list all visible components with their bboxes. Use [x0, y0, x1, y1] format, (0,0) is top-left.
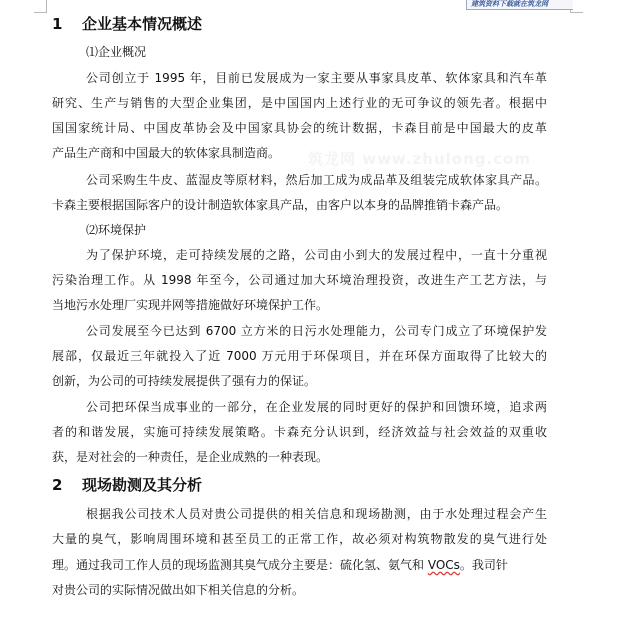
s1-p5-line3: 获，是对社会的一种责任，是企业成熟的一种表现。 [52, 450, 329, 464]
section2-number: 2 [52, 476, 63, 494]
s2-p1-line4: 对贵公司的实际情况做出如下相关信息的分析。 [52, 583, 305, 597]
s1-p2-line1: 公司采购生牛皮、蓝湿皮等原材料，然后加工成为成品革及组装完成软体家具产品。 [86, 173, 547, 187]
s1-p3-line3: 当地污水处理厂实现并网等措施做好环境保护工作。 [52, 298, 329, 312]
s2-p1-line2: 大量的臭气，影响周围环境和甚至员工的正常工作，故必须对构筑物散发的臭气进行处 [52, 532, 547, 546]
s1-p3-line2: 污染治理工作。从 1998 年至今，公司通过加大环境治理投资，改进生产工艺方法，与 [52, 273, 547, 287]
vocs-term: VOCs [427, 558, 460, 572]
header-mark [466, 0, 573, 10]
section2-heading [52, 474, 202, 495]
section1-number: 1 [52, 15, 63, 33]
s1-p1-line3: 国国家统计局、中国皮革协会及中国家具协会的统计数据，卡森目前是中国最大的皮革 [52, 121, 547, 135]
s2-p1-line3 [52, 556, 547, 573]
s2-p1-line1: 根据我公司技术人员对贵公司提供的相关信息和现场勘测，由于水处理过程会产生 [86, 507, 547, 521]
s1-p1-line2: 研究、生产与销售的大型企业集团，是中国国内上述行业的无可争议的领先者。根据中 [52, 96, 547, 110]
s1-p3-line1: 为了保护环境，走可持续发展的之路，公司由小到大的发展过程中，一直十分重视 [86, 248, 547, 262]
s1-p4-line1: 公司发展至今已达到 6700 立方米的日污水处理能力，公司专门成立了环境保护发 [86, 324, 547, 338]
margin-corner-top-left [34, 0, 47, 13]
s1-p2-line2: 卡森主要根据国际客户的设计制造软体家具产品，由客户以本身的品牌推销卡森产品。 [52, 198, 509, 212]
s1-p5-line1: 公司把环保当成事业的一部分，在企业发展的同时更好的保护和回馈环境，追求两 [86, 400, 547, 414]
s1-p4-line3: 创新，为公司的可持续发展提供了强有力的保证。 [52, 374, 317, 388]
section1-sub2: ⑵环境保护 [86, 223, 147, 237]
section2-title: 现场勘测及其分析 [82, 476, 203, 494]
section1-title: 企业基本情况概述 [82, 15, 203, 33]
s1-p5-line2: 者的和谐发展，实施可持续发展策略。卡森充分认识到，经济效益与社会效益的双重收 [52, 425, 547, 439]
s1-p1-line4: 产品生产商和中国最大的软体家具制造商。 [52, 146, 281, 160]
header-mark-text: 建筑资料下载就在筑龙网 [471, 0, 548, 8]
s2-p1-line3-text: 理。通过我司工作人员的现场监测其臭气成分主要是：硫化氢、氨气和 [52, 558, 428, 572]
s1-p4-line2: 展部，仅最近三年就投入了近 7000 万元用于环保项目，并在环保方面取得了比较大的 [52, 349, 547, 363]
s1-p1-line1: 公司创立于 1995 年，目前已发展成为一家主要从事家具皮革、软体家具和汽车革 [86, 71, 547, 85]
section1-sub1: ⑴企业概况 [86, 45, 147, 59]
s2-p1-line3-tail: 。我司针 [459, 558, 508, 572]
section1-heading [52, 13, 202, 34]
watermark: 筑龙网 www.zhulong.com [308, 150, 532, 168]
